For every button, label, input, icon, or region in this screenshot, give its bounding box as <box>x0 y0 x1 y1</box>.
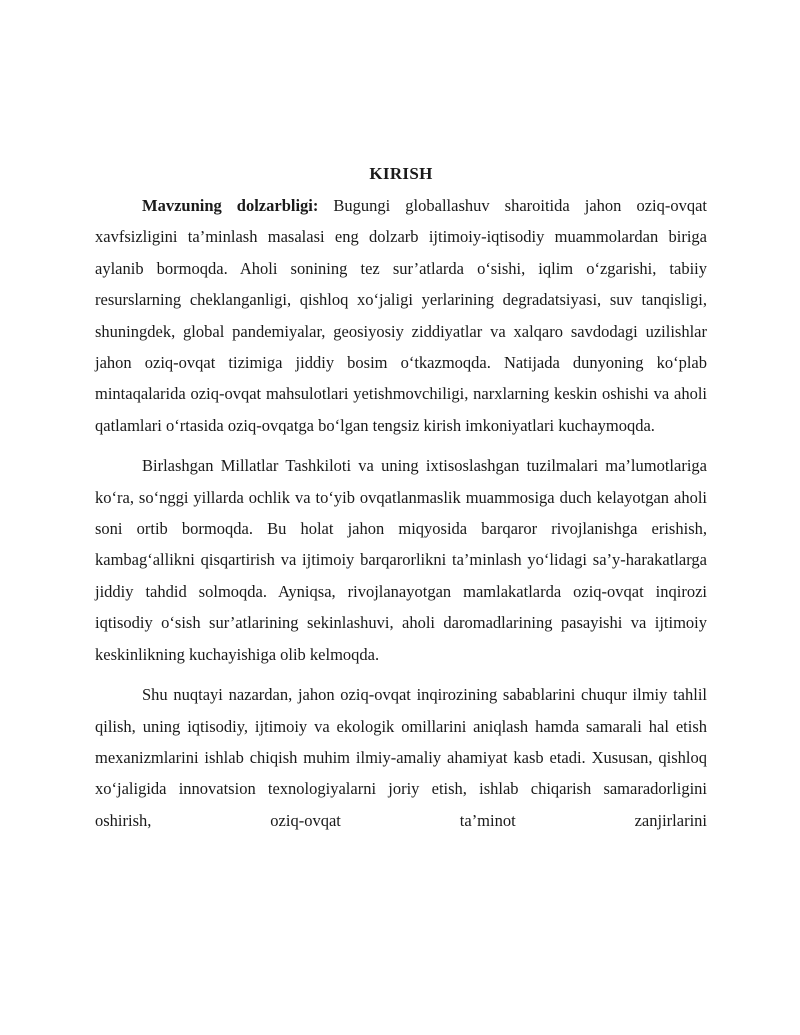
paragraph-analysis <box>95 679 707 836</box>
paragraph-text: Birlashgan Millatlar Tashkiloti va uning ixtisoslashgan tuzilmalari ma’lumotlariga ko‘ra, so‘nggi yillarda ochlik va to‘yib ovqatlanmaslik muammosiga duch kelayotgan aholi soni ortib bormoqda. Bu holat jahon miqyosida barqaror rivojlanishga erishish, kambag‘allikni qisqartirish va ijtimoiy barqarorlikni ta’minlash yo‘lidagi sa’y-harakatlarga jiddiy tahdid solmoqda. Ayniqsa, rivojlanayotgan mamlakatlarda oziq-ovqat inqirozi iqtisodiy o‘sish sur’atlarining sekinlashuvi, aholi daromadlarining pasayishi va ijtimoiy keskinlikning kuchayishiga olib kelmoqda. <box>95 456 707 664</box>
document-body <box>95 158 707 836</box>
paragraph-un-data <box>95 450 707 670</box>
paragraph-text: Bugungi globallashuv sharoitida jahon oziq-ovqat xavfsizligini ta’minlash masalasi eng dolzarb ijtimoiy-iqtisodiy muammolardan biriga aylanib bormoqda. Aholi sonining tez sur’atlarda o‘sishi, iqlim o‘zgarishi, tabiiy resurslarning cheklanganligi, qishloq xo‘jaligi yerlarining degradatsiyasi, suv tanqisligi, shuningdek, global pandemiyalar, geosiyosiy ziddiyatlar va xalqaro savdodagi uzilishlar jahon oziq-ovqat tizimiga jiddiy bosim o‘tkazmoqda. Natijada dunyoning ko‘plab mintaqalarida oziq-ovqat mahsulotlari yetishmovchiligi, narxlarning keskin oshishi va aholi qatlamlari o‘rtasida oziq-ovqatga bo‘lgan tengsiz kirish imkoniyatlari kuchaymoqda. <box>95 196 708 435</box>
paragraph-lead-label: Mavzuning dolzarbligi: <box>142 196 319 215</box>
section-heading: KIRISH <box>369 164 433 183</box>
paragraph-relevance <box>95 190 707 441</box>
paragraph-text: Shu nuqtayi nazardan, jahon oziq-ovqat inqirozining sabablarini chuqur ilmiy tahlil qilish, uning iqtisodiy, ijtimoiy va ekologik omillarini aniqlash hamda samarali hal etish mexanizmlarini ishlab chiqish muhim ilmiy-amaliy ahamiyat kasb etadi. Xususan, qishloq xo‘jaligida innovatsion texnologiyalarni joriy etish, ishlab chiqarish samaradorligini oshirish, oziq-ovqat ta’minot zanjirlarini <box>95 685 707 830</box>
